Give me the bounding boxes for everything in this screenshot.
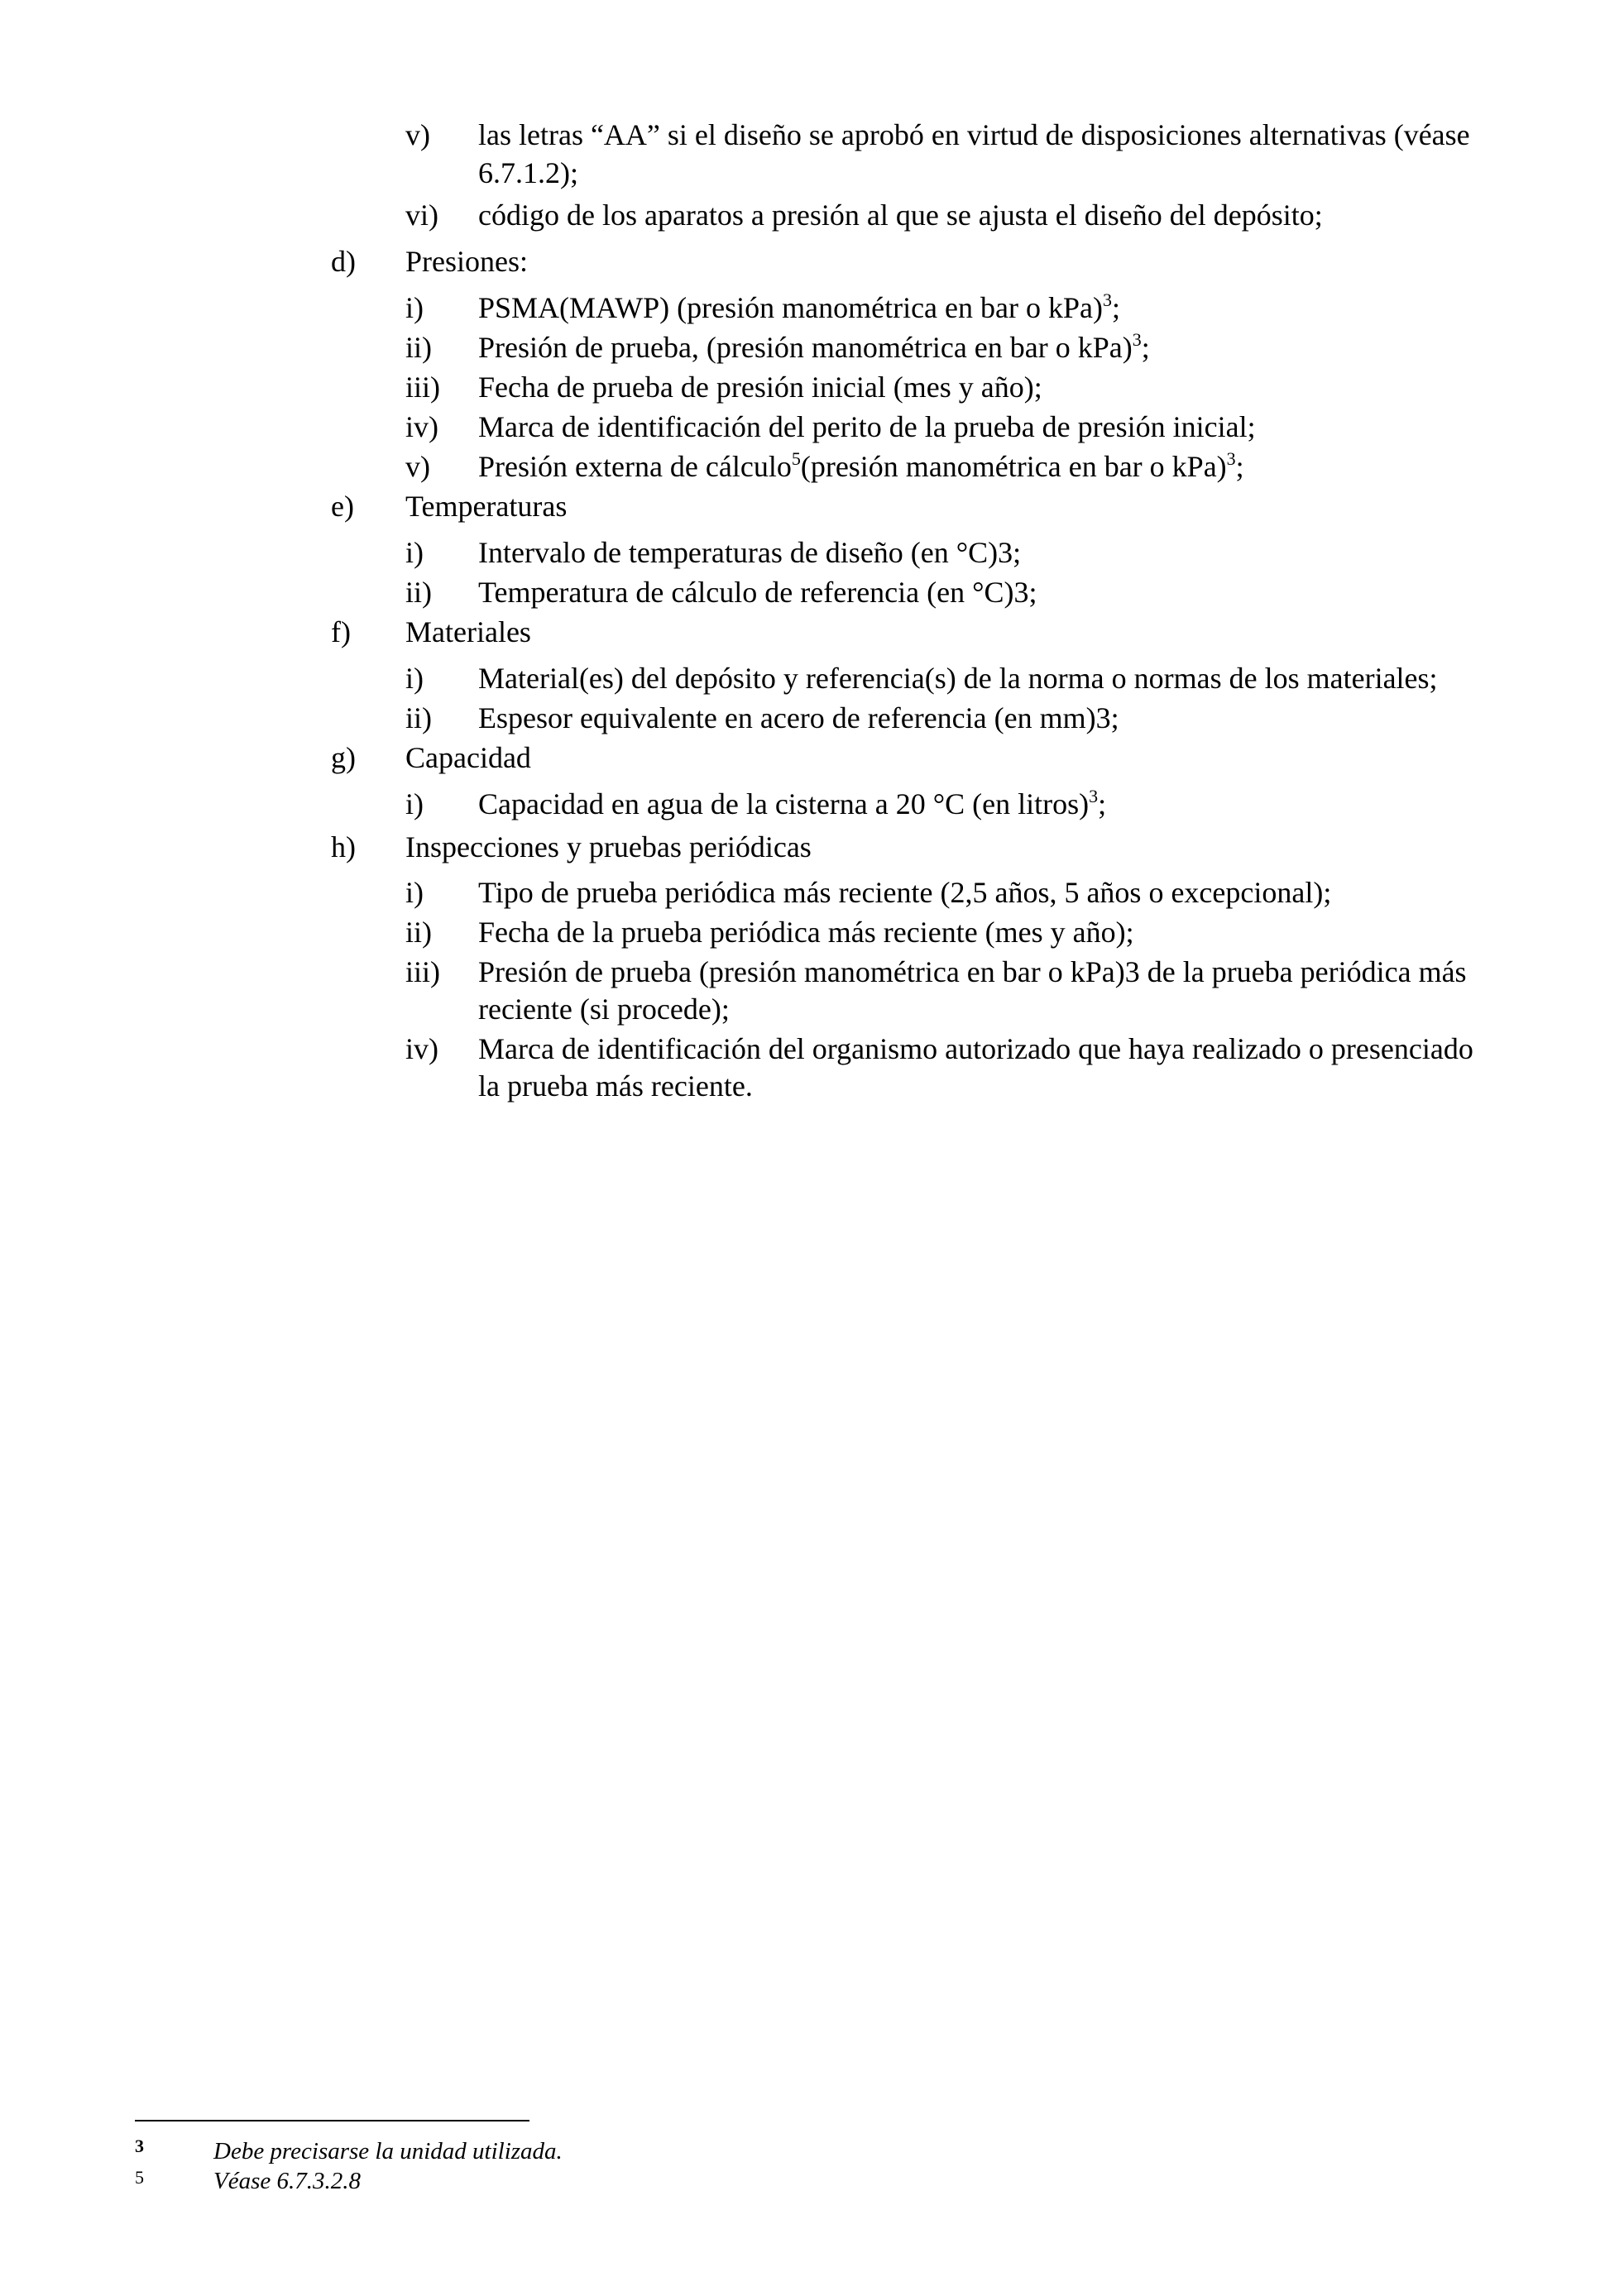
item-text: Presión de prueba, (presión manométrica en bar o kPa)$^3$; (478, 329, 1150, 364)
item-text: reciente (si procede); (478, 993, 730, 1026)
footnote-mark: 3 (135, 2136, 144, 2156)
item-text: Temperatura de cálculo de referencia (en °C)3; (478, 576, 1037, 609)
section-heading: Temperaturas (405, 490, 568, 523)
section-label: g) (331, 741, 356, 774)
item-text: PSMA(MAWP) (presión manométrica en bar o kPa)$^3$; (478, 289, 1120, 324)
item-text: Tipo de prueba periódica más reciente (2,5 años, 5 años o excepcional); (478, 876, 1332, 909)
footnote-ref: 5 (791, 448, 801, 469)
item-label: iv) (405, 1032, 438, 1065)
item-label: i) (405, 662, 424, 695)
item-text: Marca de identificación del organismo autorizado que haya realizado o presenciado (478, 1032, 1473, 1065)
item-label: ii) (405, 331, 432, 364)
item-text: 6.7.1.2); (478, 156, 578, 189)
item-label: i) (405, 876, 424, 909)
item-text: Material(es) del depósito y referencia(s) de la norma o normas de los materiales; (478, 662, 1438, 695)
item-label: ii) (405, 576, 432, 609)
section-heading: Capacidad (405, 741, 531, 774)
item-label: ii) (405, 916, 432, 949)
footnote-ref: 3 (1132, 329, 1142, 350)
item-text: Fecha de la prueba periódica más reciente (mes y año); (478, 916, 1134, 949)
item-text: Espesor equivalente en acero de referencia (en mm)3; (478, 701, 1119, 734)
footnote-ref: 3 (1102, 289, 1112, 310)
section-label: h) (331, 830, 356, 863)
section-label: f) (331, 615, 351, 648)
item-text: Intervalo de temperaturas de diseño (en °C)3; (478, 536, 1022, 569)
item-text: las letras “AA” si el diseño se aprobó en virtud de disposiciones alternativas (véase (478, 118, 1470, 151)
item-label: i) (405, 787, 424, 820)
item-text: Marca de identificación del perito de la prueba de presión inicial; (478, 410, 1256, 443)
section-label: d) (331, 245, 356, 278)
item-label: i) (405, 291, 424, 324)
item-text: la prueba más reciente. (478, 1069, 753, 1103)
item-text: Presión de prueba (presión manométrica en bar o kPa)3 de la prueba periódica más (478, 955, 1467, 988)
item-label: v) (405, 450, 430, 483)
item-label: iv) (405, 410, 438, 443)
section-heading: Inspecciones y pruebas periódicas (405, 830, 812, 863)
item-label: v) (405, 118, 430, 151)
item-label: ii) (405, 701, 432, 734)
footnote-ref: 3 (1226, 448, 1236, 469)
item-label: iii) (405, 955, 440, 988)
section-label: e) (331, 490, 354, 523)
section-heading: Materiales (405, 615, 531, 648)
footnote-separator (135, 2120, 529, 2121)
item-label: vi) (405, 199, 438, 232)
item-text: Capacidad en agua de la cisterna a 20 °C (en litros)$^3$; (478, 786, 1107, 820)
section-heading: Presiones: (405, 245, 528, 278)
item-text: código de los aparatos a presión al que se ajusta el diseño del depósito; (478, 199, 1323, 232)
item-label: i) (405, 536, 424, 569)
item-text: Fecha de prueba de presión inicial (mes y año); (478, 371, 1042, 404)
item-text: Presión externa de cálculo$^5$(presión manométrica en bar o kPa)$^3$; (478, 448, 1244, 483)
footnote-ref: 3 (1089, 786, 1099, 806)
footnote-text: Debe precisarse la unidad utilizada. (213, 2138, 563, 2164)
footnote-mark: 5 (135, 2167, 144, 2188)
item-label: iii) (405, 371, 440, 404)
footnote-text: Véase 6.7.3.2.8 (213, 2168, 361, 2194)
